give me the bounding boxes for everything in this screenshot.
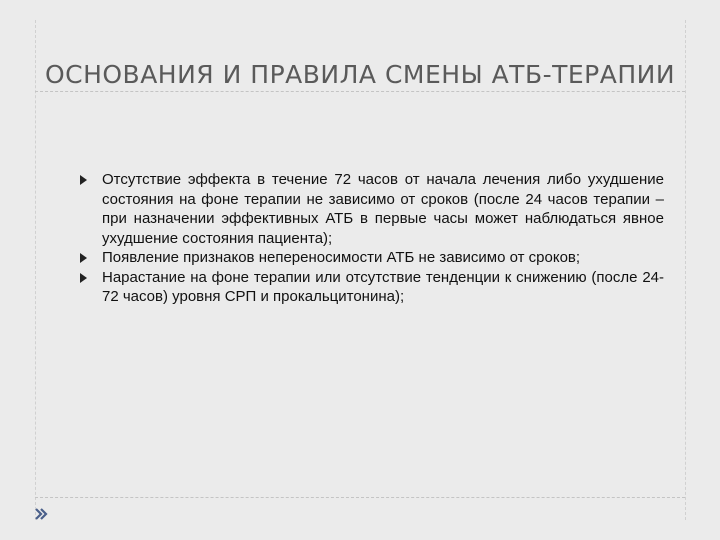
triangle-bullet-icon [80, 273, 87, 283]
list-item [80, 248, 664, 268]
bullet-text: Нарастание на фоне терапии или отсутствие тенденции к снижению (после 24-72 часов) уровня СРП и прокальцитонина); [102, 268, 664, 305]
triangle-bullet-icon [80, 175, 87, 185]
bullet-text: Появление признаков непереносимости АТБ не зависимо от сроков; [102, 249, 581, 266]
frame-line-left [35, 20, 36, 520]
bullet-list [80, 170, 664, 307]
list-item [80, 170, 664, 248]
bullet-text: Отсутствие эффекта в течение 72 часов от начала лечения либо ухудшение состояния на фоне терапии не зависимо от сроков (после 24 часов терапии – при назначении эффективных АТБ в первые часы может наблюдаться явное ухудшение состояния пациента); [102, 171, 664, 247]
slide-title: ОСНОВАНИЯ И ПРАВИЛА СМЕНЫ АТБ-ТЕРАПИИ [44, 60, 676, 89]
frame-line-right [685, 20, 686, 520]
double-chevron-right-icon[interactable] [34, 507, 48, 521]
list-item [80, 268, 664, 307]
triangle-bullet-icon [80, 253, 87, 263]
footer-divider [35, 497, 685, 498]
